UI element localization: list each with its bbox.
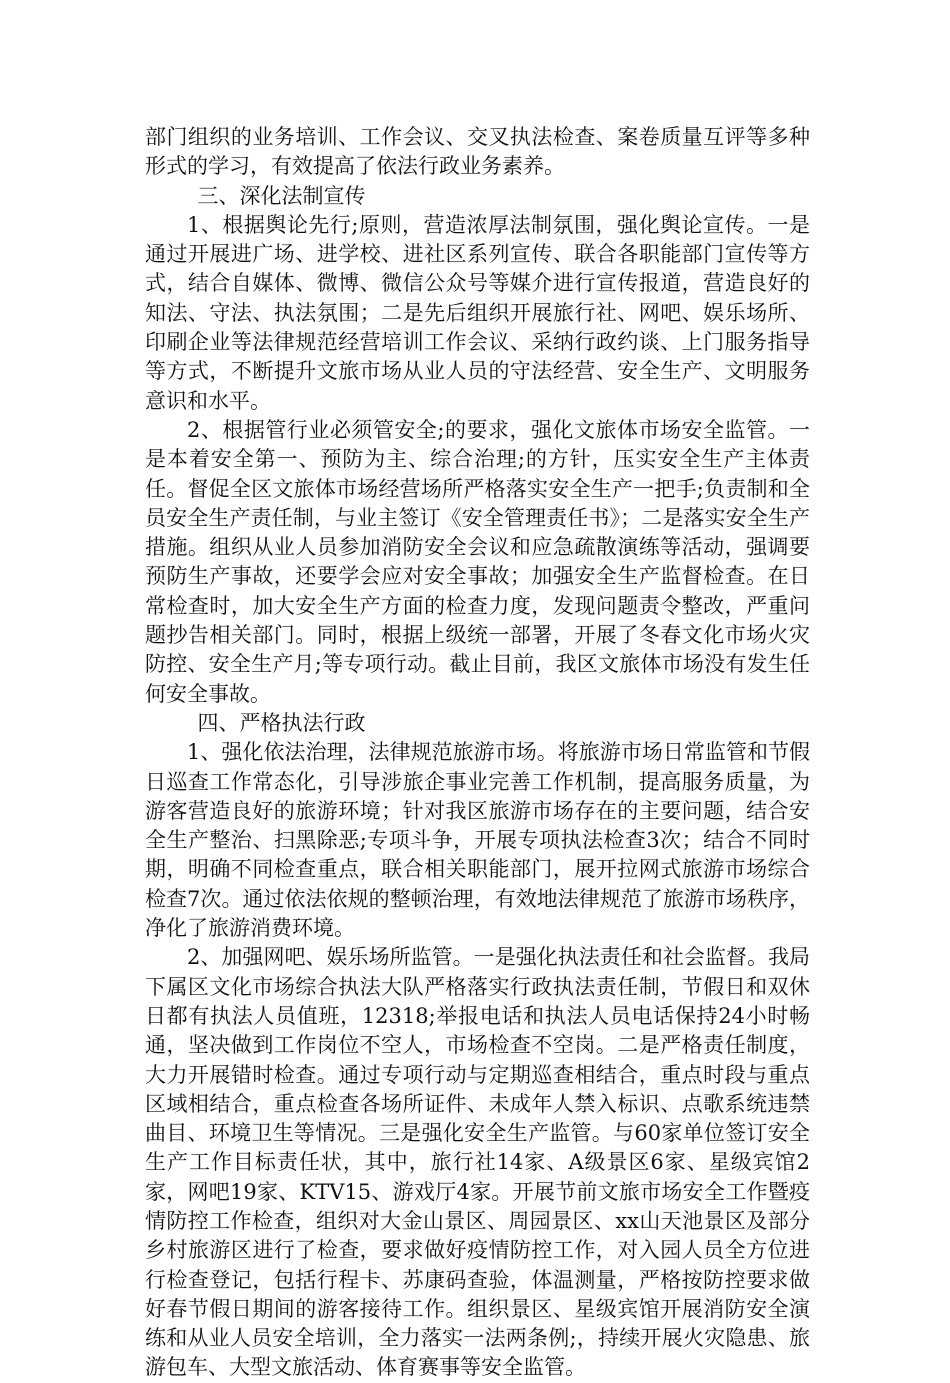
- section-heading-law-enforcement: 四、严格执法行政: [197, 710, 366, 735]
- paragraph-internet-cafe-item-2: 2、加强网吧、娱乐场所监管。一是强化执法责任和社会监督。我局下属区文化市场综合执法大队严格落实行政执法责任制，节假日和双休日都有执法人员值班，12318;举报电话和执法人员电话保持24小时畅通，坚决做到工作岗位不空人，市场检查不空岗。二是严格责任制度，大力开展错时检查。通过专项行动与定期巡查相结合，重点时段与重点区域相结合，重点检查各场所证件、未成年人禁入标识、点歌系统违禁曲目、环境卫生等情况。三是强化安全生产监管。与60家单位签订安全生产工作目标责任状，其中，旅行社14家、A级景区6家、星级宾馆2家，网吧19家、KTV15、游戏厅4家。开展节前文旅市场安全工作暨疫情防控工作检查，组织对大金山景区、周园景区、xx山天池景区及部分乡村旅游区进行了检查，要求做好疫情防控工作，对入园人员全方位进行检查登记，包括行程卡、苏康码查验，体温测量，严格按防控要求做好春节假日期间的游客接待工作。组织景区、星级宾馆开展消防安全演练和从业人员安全培训，全力落实一法两条例;，持续开展火灾隐患、旅游包车、大型文旅活动、体育赛事等安全监管。: [145, 945, 810, 1380]
- paragraph-training-summary: 部门组织的业务培训、工作会议、交叉执法检查、案卷质量互评等多种形式的学习，有效提高了依法行政业务素养。: [145, 125, 810, 179]
- paragraph-publicity-item-1: 1、根据舆论先行;原则，营造浓厚法制氛围，强化舆论宣传。一是通过开展进广场、进学校、进社区系列宣传、联合各职能部门宣传等方式，结合自媒体、微博、微信公众号等媒介进行宣传报道，营造良好的知法、守法、执法氛围；二是先后组织开展旅行社、网吧、娱乐场所、印刷企业等法律规范经营培训工作会议、采纳行政约谈、上门服务指导等方式，不断提升文旅市场从业人员的守法经营、安全生产、文明服务意识和水平。: [145, 212, 810, 413]
- document-body: [145, 123, 810, 1383]
- paragraph-tourism-item-1: 1、强化依法治理，法律规范旅游市场。将旅游市场日常监管和节假日巡查工作常态化，引导涉旅企事业完善工作机制，提高服务质量，为游客营造良好的旅游环境；针对我区旅游市场存在的主要问题，结合安全生产整治、扫黑除恶;专项斗争，开展专项执法检查3次；结合不同时期，明确不同检查重点，联合相关职能部门，展开拉网式旅游市场综合检查7次。通过依法依规的整顿治理，有效地法律规范了旅游市场秩序，净化了旅游消费环境。: [145, 740, 810, 941]
- paragraph-safety-item-2: 2、根据管行业必须管安全;的要求，强化文旅体市场安全监管。一是本着安全第一、预防为主、综合治理;的方针，压实安全生产主体责任。督促全区文旅体市场经营场所严格落实安全生产一把手;负责制和全员安全生产责任制，与业主签订《安全管理责任书》；二是落实安全生产措施。组织从业人员参加消防安全会议和应急疏散演练等活动，强调要预防生产事故，还要学会应对安全事故；加强安全生产监督检查。在日常检查时，加大安全生产方面的检查力度，发现问题责令整改，严重问题抄告相关部门。同时，根据上级统一部署，开展了冬春文化市场火灾防控、安全生产月;等专项行动。截止目前，我区文旅体市场没有发生任何安全事故。: [145, 417, 810, 706]
- section-heading-legal-publicity: 三、深化法制宣传: [197, 183, 366, 208]
